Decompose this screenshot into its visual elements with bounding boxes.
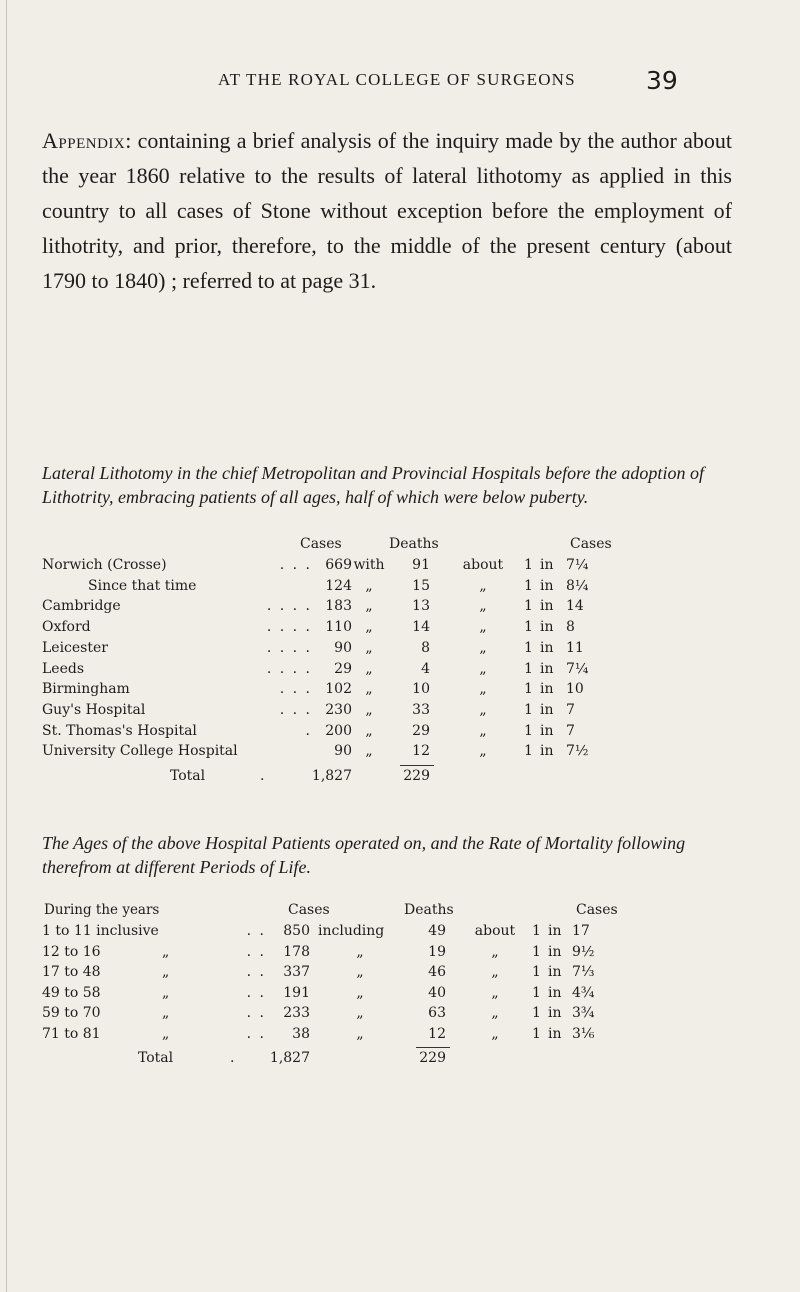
table1-leader-dots: . . . .	[266, 598, 312, 615]
table1-deaths: 8	[421, 639, 430, 656]
table1-in: in	[540, 577, 554, 594]
page-edge	[6, 0, 7, 1292]
table2-relation: „	[491, 984, 499, 1001]
table1-row	[42, 681, 800, 701]
table2-ditto: „	[162, 943, 170, 960]
table1-place: Leeds	[42, 660, 85, 677]
table1-total-cases: 1,827	[311, 768, 352, 784]
table1-total-label: Total	[170, 768, 206, 784]
table2-row	[42, 964, 800, 984]
table1-deaths: 33	[412, 701, 430, 718]
table2-cases: 233	[283, 1005, 310, 1021]
table1-relation: „	[479, 660, 487, 677]
table2-leader-dots: . .	[246, 1005, 266, 1021]
table2-ditto: „	[162, 984, 170, 1001]
table1-one: 1	[524, 639, 533, 656]
table1-row	[42, 723, 800, 743]
table2-range: 17 to 48	[42, 964, 101, 980]
appendix-text: : containing a brief analysis of the inquiry made by the author about the year 1860 relative to the results of lateral lithotomy as applied in this country to all cases of Stone without exception before the employment of lithotrity, and prior, therefore, to the middle of the present century (about 1790 to 1840) ; referred to at page 31.	[42, 128, 732, 293]
table1-leader-dots: . . .	[279, 557, 312, 573]
table2-leader-dots: . .	[246, 1025, 266, 1042]
table2-conjunction: „	[356, 984, 364, 1001]
table1-deaths: 91	[412, 557, 430, 573]
table2-header-deaths: Deaths	[404, 902, 454, 918]
table2-range: 12 to 16	[42, 943, 101, 960]
table2-ratio: 3⅙	[572, 1025, 595, 1042]
table2-in: in	[548, 984, 562, 1001]
table1-cases: 90	[334, 639, 352, 656]
table1-cases: 29	[334, 660, 352, 677]
table2-range: 59 to 70	[42, 1005, 101, 1021]
table1-conjunction: „	[365, 577, 373, 594]
table2-range: 1 to 11 inclusive	[42, 923, 159, 939]
running-head-title: AT THE ROYAL COLLEGE OF SURGEONS	[218, 70, 576, 89]
table1-row	[42, 743, 800, 763]
table1-cases: 669	[325, 557, 352, 573]
table2-conjunction: „	[356, 943, 364, 960]
table2-row	[42, 1026, 800, 1046]
table1-in: in	[540, 557, 554, 573]
table1-leader-dots: . . .	[279, 681, 312, 698]
table2-leader-dots: . .	[246, 923, 266, 939]
table2-in: in	[548, 943, 562, 960]
table1-in: in	[540, 701, 554, 718]
table1-ratio: 7¼	[566, 660, 589, 677]
table1-one: 1	[524, 681, 533, 698]
table1-deaths: 14	[412, 619, 430, 636]
table1-header-cases: Cases	[300, 536, 342, 552]
table1-cases: 110	[325, 619, 352, 636]
table2-ditto: „	[162, 1025, 170, 1042]
table2-cases: 850	[283, 923, 310, 939]
table2-range: 49 to 58	[42, 984, 101, 1001]
table1-header-deaths: Deaths	[389, 536, 439, 552]
table1-row	[42, 578, 800, 598]
table1-row	[42, 661, 800, 681]
table1-place: University College Hospital	[42, 743, 238, 760]
table2-deaths: 19	[428, 943, 446, 960]
table2-row	[42, 985, 800, 1005]
table2-total-dot: .	[230, 1050, 235, 1066]
table1-in: in	[540, 743, 554, 760]
table2-ratio: 9½	[572, 943, 595, 960]
table1-title: Lateral Lithotomy in the chief Metropolitan and Provincial Hospitals before the adoption of Lithotrity, embracing patients of all ages, half of which were below puberty.	[42, 463, 704, 507]
table1-conjunction: „	[365, 701, 373, 718]
table2-deaths: 40	[428, 984, 446, 1001]
table1-header-row	[42, 536, 800, 556]
table2-header-ratio: Cases	[576, 902, 618, 918]
table1-deaths: 29	[412, 722, 430, 739]
table2-total-label: Total	[138, 1050, 174, 1066]
table2-in: in	[548, 923, 562, 939]
table1-in: in	[540, 598, 554, 615]
table1-in: in	[540, 722, 554, 739]
table1-cases: 230	[325, 701, 352, 718]
table1-leader-dots: . . . .	[266, 639, 312, 656]
table2-deaths: 63	[428, 1005, 446, 1021]
table1-one: 1	[524, 619, 533, 636]
table2-deaths: 12	[428, 1025, 446, 1042]
table1-one: 1	[524, 577, 533, 594]
table1-conjunction: with	[353, 557, 385, 573]
table1-one: 1	[524, 701, 533, 718]
table1-conjunction: „	[365, 722, 373, 739]
table1-row	[42, 598, 800, 618]
table1-place: Cambridge	[42, 598, 121, 615]
table1-cases: 200	[325, 722, 352, 739]
table2-ratio: 3¾	[572, 1005, 595, 1021]
table1-ratio: 8¼	[566, 577, 589, 594]
table1-conjunction: „	[365, 743, 373, 760]
table2-row	[42, 944, 800, 964]
table2-one: 1	[532, 1025, 541, 1042]
table1-ratio: 7½	[566, 743, 589, 760]
table1-leader-dots: .	[305, 722, 312, 739]
table2-one: 1	[532, 984, 541, 1001]
table1-header-ratio: Cases	[570, 536, 612, 552]
table2-in: in	[548, 1025, 562, 1042]
table2-in: in	[548, 1005, 562, 1021]
table2-range: 71 to 81	[42, 1025, 101, 1042]
table2-conjunction: „	[356, 1025, 364, 1042]
page-number: 39	[646, 66, 678, 95]
table2-one: 1	[532, 1005, 541, 1021]
table2-relation: „	[491, 943, 499, 960]
table2-ratio: 7⅓	[572, 964, 595, 980]
table1-relation: about	[462, 557, 504, 573]
table1-ratio: 8	[566, 619, 575, 636]
table1-ratio: 7	[566, 701, 575, 718]
table2-one: 1	[532, 964, 541, 980]
table2-total-deaths: 229	[419, 1050, 446, 1066]
table1-row	[42, 557, 800, 577]
table2-conjunction: including	[318, 923, 385, 939]
table1-in: in	[540, 681, 554, 698]
table1-deaths: 13	[412, 598, 430, 615]
table2-cases: 337	[283, 964, 310, 980]
table1-deaths: 15	[412, 577, 430, 594]
table1-relation: „	[479, 722, 487, 739]
table1-total-dot: .	[260, 768, 265, 784]
table1-row	[42, 619, 800, 639]
table2-leader-dots: . .	[246, 964, 266, 980]
appendix-lead: Appendix	[42, 128, 126, 153]
table1-conjunction: „	[365, 681, 373, 698]
table1-ratio: 14	[566, 598, 584, 615]
table2-leader-dots: . .	[246, 984, 266, 1001]
table1-deaths: 4	[421, 660, 430, 677]
table2-header-row	[42, 902, 800, 922]
table2-cases: 178	[283, 943, 310, 960]
table2-ratio: 17	[572, 923, 590, 939]
table1-relation: „	[479, 619, 487, 636]
table1-total-row	[42, 768, 800, 788]
table1-place: Guy's Hospital	[42, 701, 146, 718]
table1-conjunction: „	[365, 598, 373, 615]
table1-place: Norwich (Crosse)	[42, 557, 167, 573]
table2-conjunction: „	[356, 1005, 364, 1021]
table1-one: 1	[524, 660, 533, 677]
table1-one: 1	[524, 598, 533, 615]
table1-total-deaths: 229	[403, 768, 430, 784]
table2-deaths: 49	[428, 923, 446, 939]
table2-relation: „	[491, 1005, 499, 1021]
appendix-paragraph	[42, 123, 732, 298]
table2-ditto: „	[162, 1005, 170, 1021]
table2-one: 1	[532, 923, 541, 939]
table1-place: Oxford	[42, 619, 91, 636]
table2-leader-dots: . .	[246, 943, 266, 960]
table1-deaths: 12	[412, 743, 430, 760]
table1-ratio: 7¼	[566, 557, 589, 573]
table1-ratio: 11	[566, 639, 584, 656]
table2-deaths: 46	[428, 964, 446, 980]
table2-cases: 191	[283, 984, 310, 1001]
table2-relation: about	[474, 923, 516, 939]
table2-total-cases: 1,827	[269, 1050, 310, 1066]
table1-ratio: 10	[566, 681, 584, 698]
table2-header-years: During the years	[44, 902, 160, 918]
table2-cases: 38	[292, 1025, 310, 1042]
table1-one: 1	[524, 557, 533, 573]
table2-total-row	[42, 1050, 800, 1070]
table1-deaths: 10	[412, 681, 430, 698]
table1-cases: 90	[334, 743, 352, 760]
table1-cases: 183	[325, 598, 352, 615]
table1-place: Birmingham	[42, 681, 130, 698]
table1-place: Since that time	[88, 577, 197, 594]
table2-ditto: „	[162, 964, 170, 980]
table1-relation: „	[479, 681, 487, 698]
table1-leader-dots: . . . .	[266, 619, 312, 636]
table2-conjunction: „	[356, 964, 364, 980]
table1-conjunction: „	[365, 619, 373, 636]
table2-header-cases: Cases	[288, 902, 330, 918]
table2-title: The Ages of the above Hospital Patients operated on, and the Rate of Mortality following therefrom at different Periods of Life.	[42, 833, 686, 877]
table1-cases: 124	[325, 577, 352, 594]
table1-row	[42, 640, 800, 660]
table2-in: in	[548, 964, 562, 980]
table2-ratio: 4¾	[572, 984, 595, 1001]
table2-deaths-sum-rule	[416, 1047, 450, 1048]
table1-one: 1	[524, 722, 533, 739]
table2-relation: „	[491, 1025, 499, 1042]
table1-leader-dots: . . . .	[266, 660, 312, 677]
table1-place: St. Thomas's Hospital	[42, 722, 197, 739]
table1-cases: 102	[325, 681, 352, 698]
table1-relation: „	[479, 743, 487, 760]
table1-row	[42, 702, 800, 722]
table2-row	[42, 1005, 800, 1025]
table2-one: 1	[532, 943, 541, 960]
table1-conjunction: „	[365, 660, 373, 677]
table1-relation: „	[479, 598, 487, 615]
table1-place: Leicester	[42, 639, 108, 656]
table1-in: in	[540, 639, 554, 656]
table1-one: 1	[524, 743, 533, 760]
table1-relation: „	[479, 577, 487, 594]
table1-relation: „	[479, 639, 487, 656]
table2-row	[42, 923, 800, 943]
table1-conjunction: „	[365, 639, 373, 656]
table1-in: in	[540, 619, 554, 636]
table2-relation: „	[491, 964, 499, 980]
table1-in: in	[540, 660, 554, 677]
table1-ratio: 7	[566, 722, 575, 739]
table1-leader-dots: . . .	[279, 701, 312, 718]
running-head	[0, 66, 800, 96]
table1-deaths-sum-rule	[400, 765, 434, 766]
table1-relation: „	[479, 701, 487, 718]
